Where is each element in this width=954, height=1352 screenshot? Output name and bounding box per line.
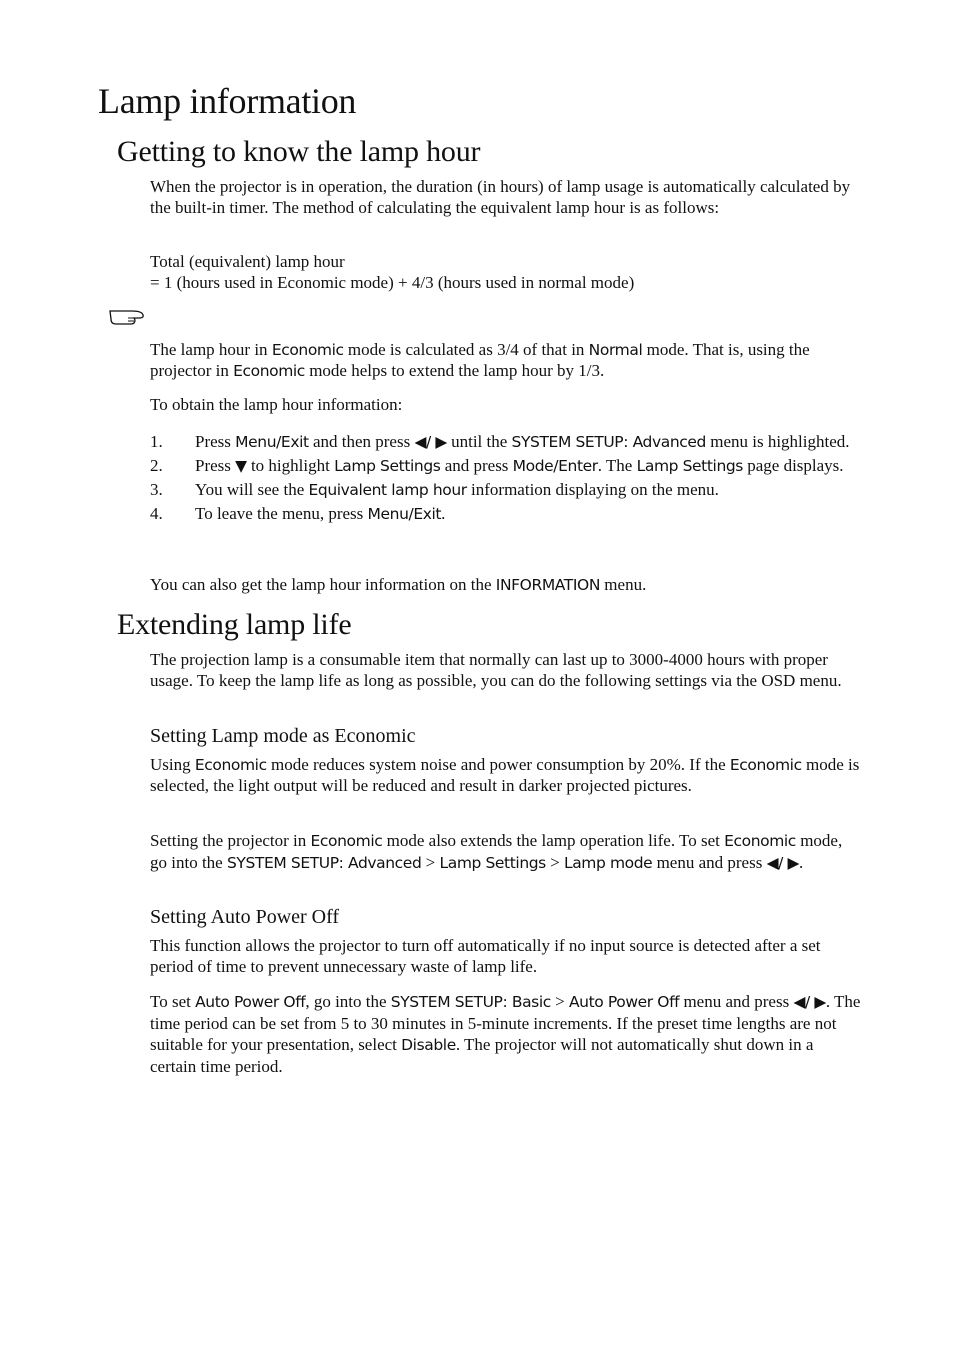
economic-paragraph-1: Using Economic mode reduces system noise and power consumption by 20%. If the Economic mode is selected, the light output will be reduced and result in darker projected pictures. bbox=[150, 755, 860, 795]
economic-keyword: Economic bbox=[233, 361, 305, 380]
auto-power-off-paragraph-2: To set Auto Power Off, go into the SYSTEM SETUP: Basic > Auto Power Off menu and press ◀/ ▶. The time period can be set from 5 to 30 minutes in 5-minute increments. If the preset time lengths are not suitable for your presentation, select Disable. The projector will not automatically shut down in a certain time period. bbox=[150, 992, 861, 1076]
economic-keyword: Economic bbox=[194, 756, 267, 774]
system-setup-advanced-keyword: SYSTEM SETUP: Advanced bbox=[511, 433, 706, 451]
formula-line-2: = 1 (hours used in Economic mode) + 4/3 (hours used in normal mode) bbox=[150, 272, 635, 292]
section-heading-lamp-hour: Getting to know the lamp hour bbox=[117, 135, 481, 168]
left-right-arrow-icon: ◀/ ▶ bbox=[793, 993, 826, 1011]
section-heading-extending-lamp-life: Extending lamp life bbox=[117, 608, 352, 641]
obtain-instructions: To obtain the lamp hour information: bbox=[150, 395, 403, 414]
menu-exit-keyword: Menu/Exit bbox=[367, 505, 442, 523]
pointing-hand-note-icon bbox=[108, 307, 148, 329]
formula bbox=[150, 252, 862, 293]
lamp-settings-keyword: Lamp Settings bbox=[439, 854, 546, 872]
system-setup-basic-keyword: SYSTEM SETUP: Basic bbox=[390, 993, 551, 1011]
normal-keyword: Normal bbox=[588, 341, 643, 359]
list-item: 3. You will see the Equivalent lamp hour information displaying on the menu. bbox=[150, 480, 719, 499]
lamp-hour-note: The lamp hour in Economic mode is calculated as 3/4 of that in Normal mode. That is, using the projector in Economic mode helps to extend the lamp hour by 1/3. bbox=[150, 340, 810, 380]
economic-keyword: Economic bbox=[724, 832, 796, 850]
down-arrow-icon: ▼ bbox=[235, 457, 247, 475]
information-menu-note: You can also get the lamp hour information on the INFORMATION menu. bbox=[150, 575, 647, 594]
page-title: Lamp information bbox=[98, 81, 357, 121]
mode-enter-keyword: Mode/Enter bbox=[512, 457, 598, 475]
lamp-settings-keyword: Lamp Settings bbox=[636, 457, 743, 475]
disable-keyword: Disable bbox=[401, 1036, 456, 1054]
extending-intro: The projection lamp is a consumable item that normally can last up to 3000-4000 hours with proper usage. To keep the lamp life as long as possible, you can do the following settings via the OSD menu. bbox=[150, 650, 842, 690]
formula-line-1: Total (equivalent) lamp hour bbox=[150, 252, 345, 271]
economic-keyword: Economic bbox=[310, 832, 383, 850]
menu-exit-keyword: Menu/Exit bbox=[235, 433, 309, 451]
lamp-hour-intro: When the projector is in operation, the duration (in hours) of lamp usage is automatically calculated by the built-in timer. The method of calculating the equivalent lamp hour is as follows: bbox=[150, 177, 851, 217]
economic-keyword: Economic bbox=[271, 341, 344, 359]
auto-power-off-keyword: Auto Power Off bbox=[568, 993, 680, 1011]
economic-paragraph-2: Setting the projector in Economic mode also extends the lamp operation life. To set Economic mode, go into the SYSTEM SETUP: Advanced > Lamp Settings > Lamp mode menu and press ◀/ ▶. bbox=[150, 831, 843, 872]
left-right-arrow-icon: ◀/ ▶ bbox=[766, 854, 799, 872]
auto-power-off-keyword: Auto Power Off bbox=[195, 993, 306, 1011]
system-setup-advanced-keyword: SYSTEM SETUP: Advanced bbox=[226, 854, 422, 872]
list-item: 4. To leave the menu, press Menu/Exit. bbox=[150, 504, 446, 523]
lamp-mode-keyword: Lamp mode bbox=[563, 854, 653, 872]
lamp-settings-keyword: Lamp Settings bbox=[334, 457, 441, 475]
information-keyword: INFORMATION bbox=[495, 576, 601, 594]
steps-list bbox=[150, 430, 862, 526]
auto-power-off-paragraph-1: This function allows the projector to turn off automatically if no input source is detected after a set period of time to prevent unnecessary waste of lamp life. bbox=[150, 936, 821, 976]
list-item: 2. Press ▼ to highlight Lamp Settings and press Mode/Enter. The Lamp Settings page displays. bbox=[150, 456, 844, 475]
subheading-auto-power-off: Setting Auto Power Off bbox=[150, 906, 340, 928]
economic-keyword: Economic bbox=[729, 756, 802, 774]
equivalent-lamp-hour-keyword: Equivalent lamp hour bbox=[308, 481, 467, 499]
subheading-economic-mode: Setting Lamp mode as Economic bbox=[150, 725, 416, 747]
left-right-arrow-icon: ◀/ ▶ bbox=[414, 433, 447, 451]
list-item: 1. Press Menu/Exit and then press ◀/ ▶ until the SYSTEM SETUP: Advanced menu is highlighted. bbox=[150, 432, 850, 451]
